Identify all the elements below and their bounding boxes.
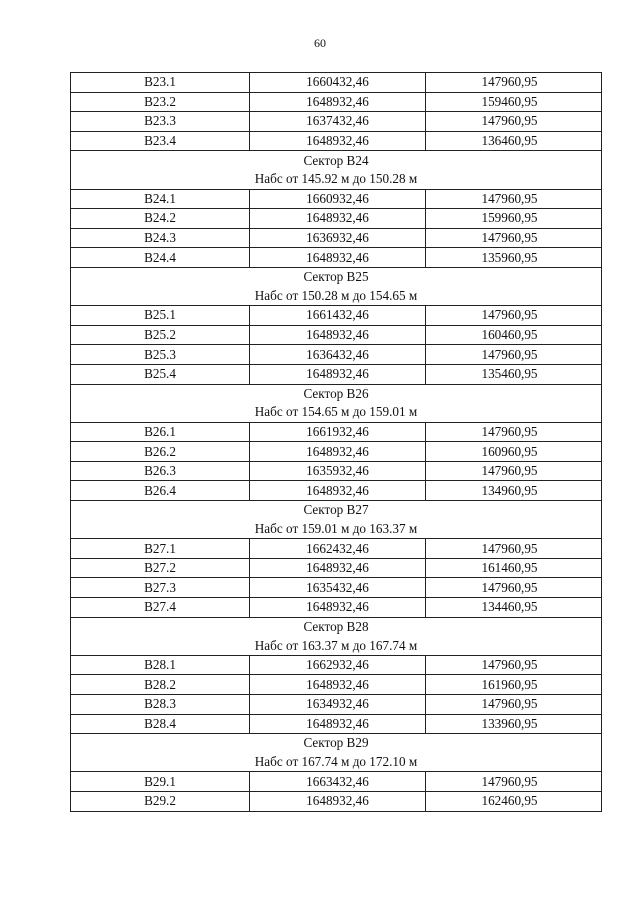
point-id-cell: B24.1 [71,189,250,209]
sector-title-row [71,734,602,753]
sector-range-row [71,520,602,539]
point-id-cell: B29.2 [71,791,250,811]
page-number: 60 [314,36,326,50]
sector-title-row [71,617,602,636]
point-id-cell: B26.3 [71,461,250,481]
y-coordinate-cell: 161460,95 [426,558,602,578]
x-coordinate-cell: 1648932,46 [250,791,426,811]
point-id-cell: B24.2 [71,209,250,229]
coordinates-table [70,72,602,812]
sector-height-range: Набс от 163.37 м до 167.74 м [71,636,602,655]
x-coordinate-cell: 1648932,46 [250,714,426,734]
x-coordinate-cell: 1648932,46 [250,598,426,618]
y-coordinate-cell: 147960,95 [426,422,602,442]
table-row [71,598,602,618]
y-coordinate-cell: 147960,95 [426,578,602,598]
y-coordinate-cell: 159460,95 [426,92,602,112]
point-id-cell: B28.2 [71,675,250,695]
table-row [71,655,602,675]
y-coordinate-cell: 135960,95 [426,248,602,268]
table-row [71,73,602,93]
x-coordinate-cell: 1661932,46 [250,422,426,442]
table-row [71,539,602,559]
point-id-cell: B23.2 [71,92,250,112]
x-coordinate-cell: 1635432,46 [250,578,426,598]
table-row [71,345,602,365]
x-coordinate-cell: 1662932,46 [250,655,426,675]
y-coordinate-cell: 147960,95 [426,189,602,209]
sector-height-range: Набс от 150.28 м до 154.65 м [71,287,602,306]
x-coordinate-cell: 1635932,46 [250,461,426,481]
point-id-cell: B25.4 [71,364,250,384]
sector-title: Сектор B24 [71,151,602,170]
sector-range-row [71,170,602,189]
table-row [71,364,602,384]
point-id-cell: B27.4 [71,598,250,618]
sector-height-range: Набс от 154.65 м до 159.01 м [71,403,602,422]
y-coordinate-cell: 160960,95 [426,442,602,462]
table-row [71,248,602,268]
point-id-cell: B25.1 [71,306,250,326]
table-row [71,461,602,481]
table-row [71,228,602,248]
y-coordinate-cell: 147960,95 [426,228,602,248]
y-coordinate-cell: 136460,95 [426,131,602,151]
sector-range-row [71,287,602,306]
x-coordinate-cell: 1648932,46 [250,442,426,462]
y-coordinate-cell: 147960,95 [426,461,602,481]
sector-range-row [71,403,602,422]
y-coordinate-cell: 147960,95 [426,306,602,326]
coordinates-table-container [70,72,602,812]
point-id-cell: B28.4 [71,714,250,734]
table-row [71,209,602,229]
point-id-cell: B26.4 [71,481,250,501]
x-coordinate-cell: 1648932,46 [250,481,426,501]
y-coordinate-cell: 134960,95 [426,481,602,501]
y-coordinate-cell: 147960,95 [426,112,602,132]
x-coordinate-cell: 1660432,46 [250,73,426,93]
sector-height-range: Набс от 167.74 м до 172.10 м [71,753,602,772]
table-row [71,92,602,112]
x-coordinate-cell: 1662432,46 [250,539,426,559]
coordinates-table-body [71,73,602,812]
y-coordinate-cell: 133960,95 [426,714,602,734]
table-row [71,442,602,462]
table-row [71,325,602,345]
sector-height-range: Набс от 159.01 м до 163.37 м [71,520,602,539]
y-coordinate-cell: 162460,95 [426,791,602,811]
sector-title: Сектор B29 [71,734,602,753]
x-coordinate-cell: 1648932,46 [250,675,426,695]
point-id-cell: B28.1 [71,655,250,675]
point-id-cell: B24.4 [71,248,250,268]
sector-title-row [71,267,602,286]
point-id-cell: B24.3 [71,228,250,248]
point-id-cell: B27.3 [71,578,250,598]
x-coordinate-cell: 1663432,46 [250,772,426,792]
y-coordinate-cell: 147960,95 [426,772,602,792]
sector-title: Сектор B26 [71,384,602,403]
x-coordinate-cell: 1648932,46 [250,325,426,345]
point-id-cell: B28.3 [71,695,250,715]
x-coordinate-cell: 1660932,46 [250,189,426,209]
x-coordinate-cell: 1636432,46 [250,345,426,365]
y-coordinate-cell: 161960,95 [426,675,602,695]
sector-range-row [71,636,602,655]
x-coordinate-cell: 1648932,46 [250,558,426,578]
table-row [71,578,602,598]
point-id-cell: B23.1 [71,73,250,93]
x-coordinate-cell: 1648932,46 [250,92,426,112]
y-coordinate-cell: 134460,95 [426,598,602,618]
table-row [71,306,602,326]
x-coordinate-cell: 1648932,46 [250,131,426,151]
point-id-cell: B26.1 [71,422,250,442]
y-coordinate-cell: 147960,95 [426,539,602,559]
sector-title: Сектор B28 [71,617,602,636]
x-coordinate-cell: 1648932,46 [250,364,426,384]
sector-title: Сектор B27 [71,501,602,520]
x-coordinate-cell: 1637432,46 [250,112,426,132]
table-row [71,714,602,734]
table-row [71,112,602,132]
table-row [71,558,602,578]
point-id-cell: B26.2 [71,442,250,462]
x-coordinate-cell: 1634932,46 [250,695,426,715]
point-id-cell: B25.2 [71,325,250,345]
point-id-cell: B25.3 [71,345,250,365]
table-row [71,131,602,151]
sector-title-row [71,384,602,403]
y-coordinate-cell: 147960,95 [426,345,602,365]
y-coordinate-cell: 159960,95 [426,209,602,229]
x-coordinate-cell: 1661432,46 [250,306,426,326]
table-row [71,695,602,715]
y-coordinate-cell: 135460,95 [426,364,602,384]
point-id-cell: B23.3 [71,112,250,132]
y-coordinate-cell: 147960,95 [426,695,602,715]
table-row [71,791,602,811]
table-row [71,675,602,695]
table-row [71,772,602,792]
x-coordinate-cell: 1648932,46 [250,248,426,268]
point-id-cell: B27.2 [71,558,250,578]
point-id-cell: B23.4 [71,131,250,151]
point-id-cell: B29.1 [71,772,250,792]
sector-title-row [71,151,602,170]
table-row [71,422,602,442]
table-row [71,189,602,209]
sector-height-range: Набс от 145.92 м до 150.28 м [71,170,602,189]
y-coordinate-cell: 147960,95 [426,655,602,675]
x-coordinate-cell: 1636932,46 [250,228,426,248]
x-coordinate-cell: 1648932,46 [250,209,426,229]
sector-range-row [71,753,602,772]
point-id-cell: B27.1 [71,539,250,559]
sector-title: Сектор B25 [71,267,602,286]
sector-title-row [71,501,602,520]
y-coordinate-cell: 147960,95 [426,73,602,93]
y-coordinate-cell: 160460,95 [426,325,602,345]
table-row [71,481,602,501]
